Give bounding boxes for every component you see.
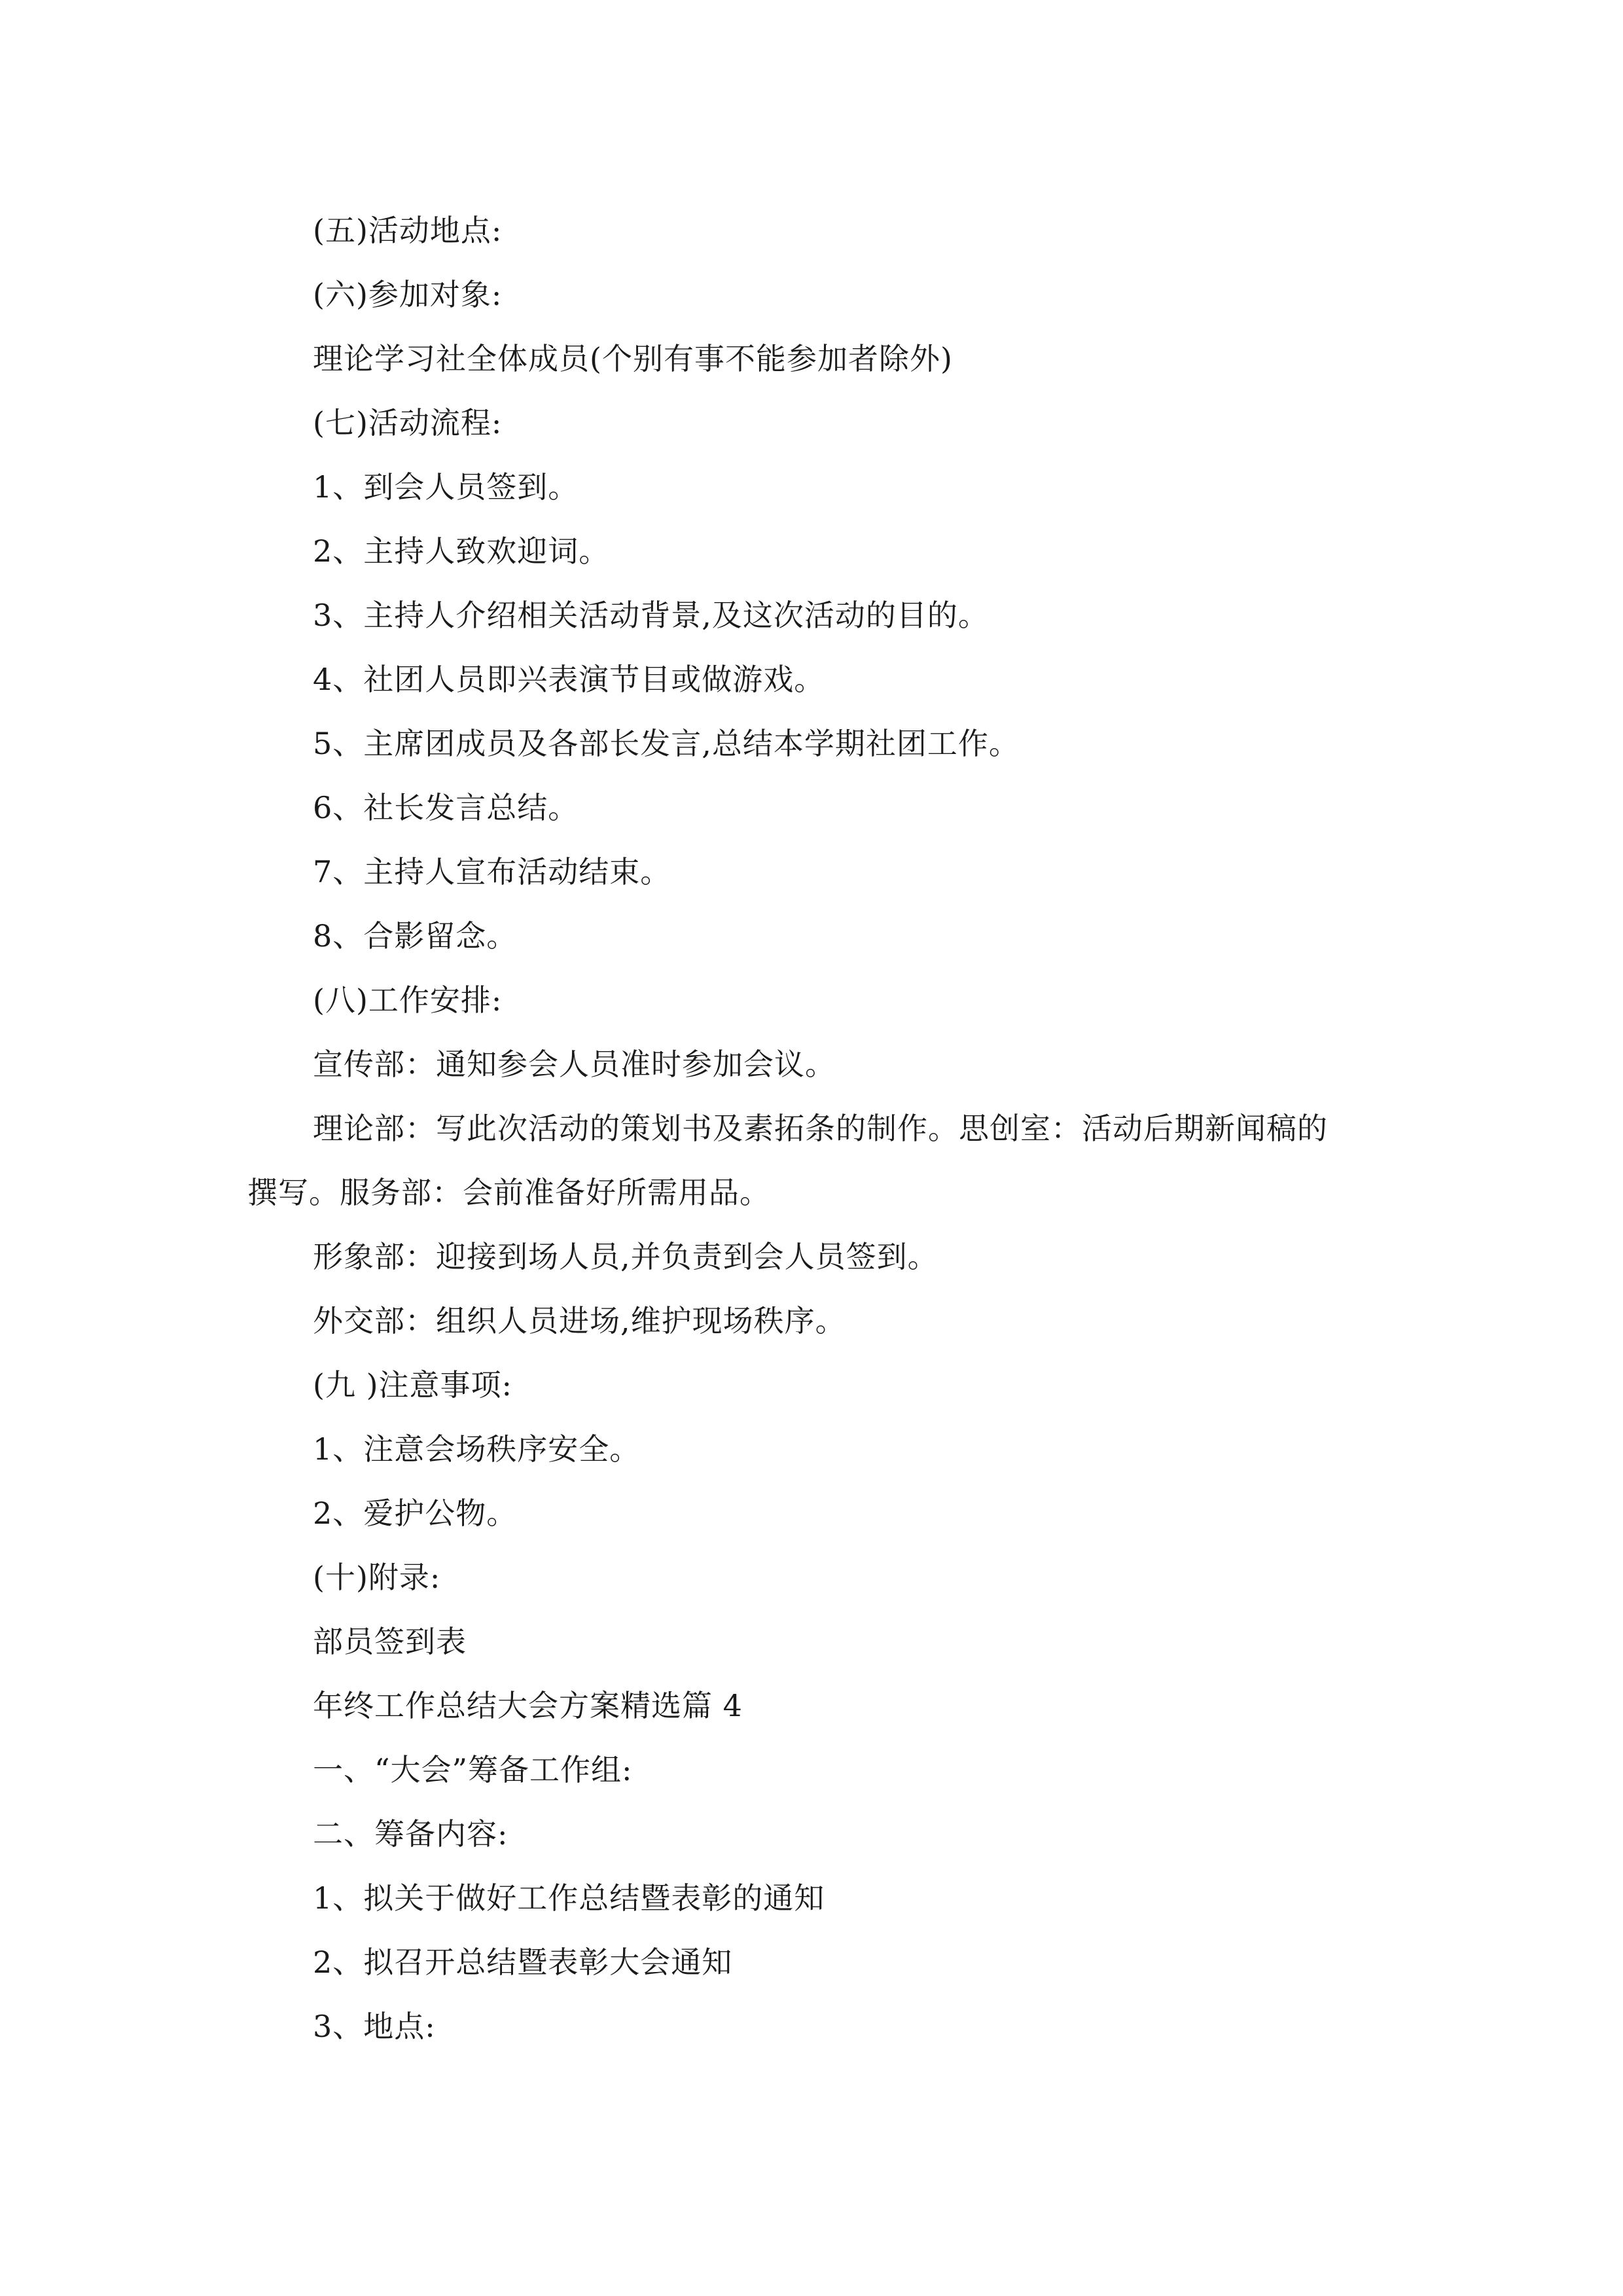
article-title: 年终工作总结大会方案精选篇 4 (313, 1688, 743, 1723)
section-7-heading: (七)活动流程: (313, 405, 503, 440)
part-2-heading: 二、筹备内容: (313, 1816, 508, 1852)
work-image: 形象部：迎接到场人员,并负责到会人员签到。 (313, 1239, 938, 1274)
prep-item-3: 3、地点: (313, 2009, 436, 2044)
flow-item-4: 4、社团人员即兴表演节目或做游戏。 (313, 662, 825, 697)
work-theory-line2: 撰写。服务部：会前准备好所需用品。 (247, 1175, 770, 1210)
participants-text: 理论学习社全体成员(个别有事不能参加者除外) (313, 341, 953, 376)
flow-item-2: 2、主持人致欢迎词。 (313, 533, 610, 569)
prep-item-1: 1、拟关于做好工作总结暨表彰的通知 (313, 1880, 825, 1916)
part-1-heading: 一、“大会”筹备工作组: (313, 1752, 633, 1787)
appendix-item: 部员签到表 (313, 1624, 467, 1659)
flow-item-7: 7、主持人宣布活动结束。 (313, 854, 671, 889)
section-5-heading: (五)活动地点: (313, 213, 503, 248)
section-6-heading: (六)参加对象: (313, 277, 503, 312)
notice-item-2: 2、爱护公物。 (313, 1496, 518, 1531)
section-8-heading: (八)工作安排: (313, 982, 503, 1018)
work-publicity: 宣传部：通知参会人员准时参加会议。 (313, 1047, 836, 1082)
work-external: 外交部：组织人员进场,维护现场秩序。 (313, 1303, 846, 1338)
flow-item-5: 5、主席团成员及各部长发言,总结本学期社团工作。 (313, 726, 1020, 761)
work-theory-line1: 理论部：写此次活动的策划书及素拓条的制作。思创室：活动后期新闻稿的 (313, 1111, 1328, 1146)
flow-item-3: 3、主持人介绍相关活动背景,及这次活动的目的。 (313, 598, 989, 633)
flow-item-8: 8、合影留念。 (313, 918, 518, 954)
flow-item-6: 6、社长发言总结。 (313, 790, 579, 825)
section-10-heading: (十)附录: (313, 1560, 441, 1595)
notice-item-1: 1、注意会场秩序安全。 (313, 1431, 641, 1467)
prep-item-2: 2、拟召开总结暨表彰大会通知 (313, 1945, 733, 1980)
section-9-heading: (九 )注意事项: (313, 1367, 513, 1403)
flow-item-1: 1、到会人员签到。 (313, 469, 579, 505)
